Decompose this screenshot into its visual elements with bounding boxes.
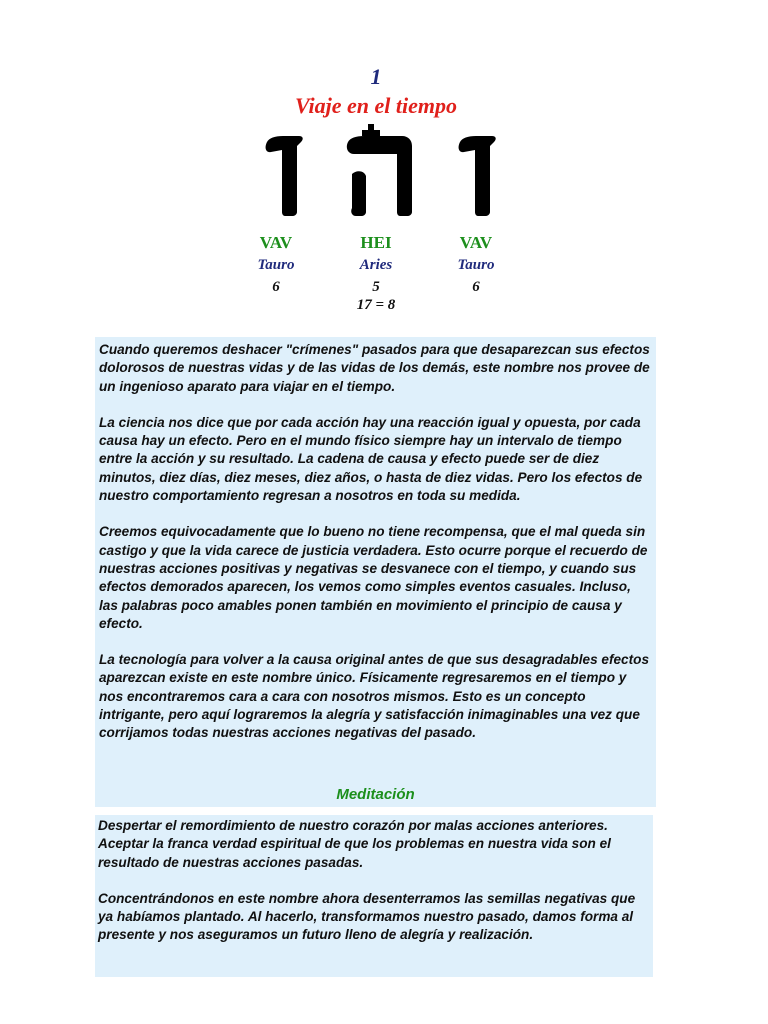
- letter-value: 5: [372, 279, 380, 295]
- meditation-heading: Meditación: [336, 786, 415, 803]
- hebrew-letters: [0, 124, 768, 224]
- description-box: [95, 337, 656, 807]
- paragraph: Concentrándonos en este nombre ahora desenterramos las semillas negativas que ya habíamos plantado. Al hacerlo, transformamos nuestro pasado, damos forma al presente y nos aseguramos un futuro lleno de alegría y realización.: [98, 890, 636, 943]
- paragraph: La ciencia nos dice que por cada acción hay una reacción igual y opuesta, por cada causa hay un efecto. Pero en el mundo físico siempre hay un intervalo de tiempo entre la acción y su resultado. La cadena de causa y efecto puede ser de diez minutos, diez días, diez meses, diez años, o hasta de diez vidas. Pero los efectos de nuestro comportamiento regresan a nosotros en toda su medida.: [99, 414, 643, 504]
- paragraph: La tecnología para volver a la causa original antes de que sus desagradables efectos aparezcan existe en este nombre único. Físicamente regresaremos en el tiempo y nos encontraremos cara a cara con nosotros mismos. Esto es un concepto intrigante, pero aquí lograremos la alegría y satisfacción inimaginables una vez que corrijamos todas nuestras acciones negativas del pasado.: [99, 652, 650, 741]
- numeric-total: 17 = 8: [356, 297, 396, 313]
- paragraph: Cuando queremos deshacer "crímenes" pasados para que desaparezcan sus efectos dolorosos de nuestras vidas y de las vidas de los demás, este nombre nos provee de un ingenioso aparato para viajar en el tiempo.: [99, 342, 650, 394]
- letter-name: HEI: [360, 233, 392, 252]
- letter-sign: Tauro: [457, 257, 495, 273]
- letter-name: VAV: [259, 233, 293, 252]
- vav-glyph: [426, 136, 526, 216]
- paragraph: Creemos equivocadamente que lo bueno no tiene recompensa, que el mal queda sin castigo y que la vida carece de justicia verdadera. Esto ocurre porque el recuerdo de nuestras acciones positivas y negativas se desvanece con el tiempo, y cuando sus efectos demorados aparecen, los vemos como simples eventos casuales. Incluso, las palabras poco amables ponen también en movimiento el principio de causa y efecto.: [99, 524, 648, 631]
- hei-glyph: [324, 124, 424, 216]
- chapter-number: 1: [370, 64, 382, 89]
- chapter-title: Viaje en el tiempo: [295, 93, 457, 118]
- letter-value: 6: [472, 279, 480, 295]
- letter-sign: Aries: [359, 257, 393, 273]
- letter-column-vav-left: [226, 232, 326, 298]
- letter-value: 6: [272, 279, 280, 295]
- letter-column-hei: [326, 232, 426, 298]
- meditation-box: [95, 815, 653, 977]
- vav-glyph: [233, 136, 333, 216]
- paragraph: Despertar el remordimiento de nuestro corazón por malas acciones anteriores. Aceptar la franca verdad espiritual de que los problemas en nuestra vida son el resultado de nuestras acciones pasadas.: [98, 818, 611, 870]
- letter-column-vav-right: [426, 232, 526, 298]
- letter-sign: Tauro: [257, 257, 295, 273]
- letter-name: VAV: [459, 233, 493, 252]
